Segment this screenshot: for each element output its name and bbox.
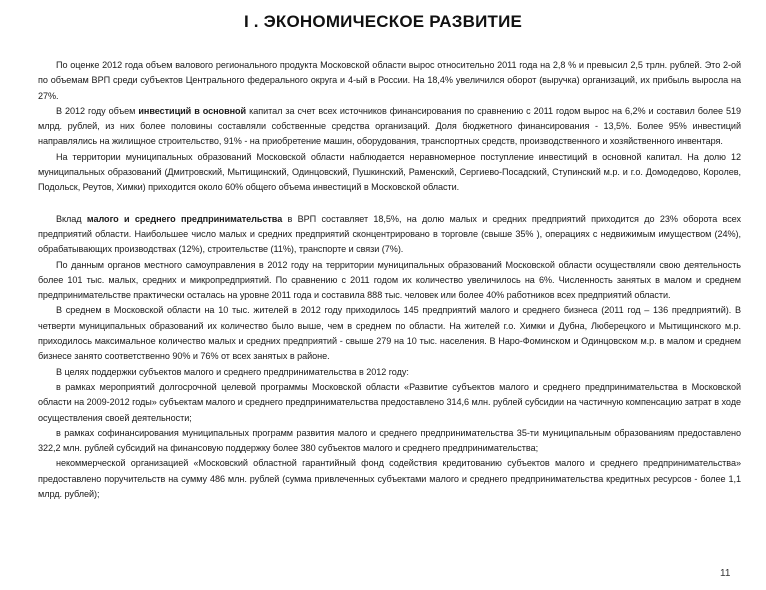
paragraph-sme-count: По данным органов местного самоуправления в 2012 году на территории муниципальных образований Московской области осуществляли свою деятельность более 101 тыс. малых, средних и микропредприятий. По сравнению с 2011 годом их количество увеличилось на 6%. Численность занятых в малом и среднем предпринимательстве практически осталась на уровне 2011 года и составила 888 тыс. человек или более 40% работников всех предприятий области.	[38, 259, 741, 301]
paragraph-sme-contribution	[38, 212, 741, 258]
paragraph-support-cofinancing: в рамках софинансирования муниципальных программ развития малого и среднего предпринимательства 35-ти муниципальным образованиям предоставлено 322,2 млн. рублей субсидий на финансовую поддержку более 380 субъектов малого и среднего предпринимательства;	[38, 427, 741, 454]
text: капитал за счет всех источников финансирования по сравнению с 2011 годом вырос на 6,2% и составил более 519 млрд. рублей, из них более половины составляли собственные средства организаций. Доля бюджетного финансирования - 13,5%. Более 95% инвестиций направлялись на жилищное строительство, 91% - на приобретение машин, оборудования, транспортных средств, производственного и хозяйственного инвентаря.	[38, 105, 741, 147]
paragraph-support-intro: В целях поддержки субъектов малого и среднего предпринимательства в 2012 году:	[56, 366, 409, 377]
paragraph-investment	[38, 104, 741, 150]
spacer	[38, 196, 741, 212]
page-number: 11	[720, 568, 731, 579]
bold-text: малого и среднего предпринимательства	[86, 213, 283, 224]
paragraph-support-guarantee: некоммерческой организацией «Московский областной гарантийный фонд содействия кредитованию субъектов малого и среднего предпринимательства» предоставлено поручительств на сумму 486 млн. рублей (сумма привлеченных субъектами малого и среднего предпринимательства кредитных ресурсов - более 1,1 млрд. рублей);	[38, 458, 741, 500]
text: в ВРП составляет 18,5%, на долю малых и средних предприятий приходится до 23% оборота всех предприятий области. Наибольшее число малых и средних предприятий сконцентрировано в торговле (свыше 35% ), операциях с недвижимым имуществом (24%), обрабатывающих производствах (12%), строительстве (11%), транспорте и связи (7%).	[38, 213, 741, 255]
paragraph-grp: По оценке 2012 года объем валового регионального продукта Московской области вырос относительно 2011 года на 2,8 % и превысил 2,5 трлн. рублей. Это 2-ой по объемам ВРП среди субъектов Центрального федерального округа и 4-ый в России. На 18,4% увеличился оборот (выручка) организаций, их прибыль выросла на 27%.	[38, 60, 741, 101]
paragraph-support-program: в рамках мероприятий долгосрочной целевой программы Московской области «Развитие субъектов малого и среднего предпринимательства в Московской области на 2009-2012 годы» субъектам малого и среднего предпринимательства предоставлено 314,6 млн. рублей субсидии на частичную компенсацию затрат в ходе осуществления своей деятельности;	[38, 381, 741, 423]
paragraph-municipal-investment: На территории муниципальных образований Московской области наблюдается неравномерное поступление инвестиций в основной капитал. На долю 12 муниципальных образований (Дмитровский, Мытищинский, Одинцовский, Пушкинский, Раменский, Сергиево-Посадский, Ступинский м.р. и г.о. Домодедово, Королев, Подольск, Реутов, Химки) приходится около 60% общего объема инвестиций в Московской области.	[38, 151, 741, 193]
paragraph-sme-density: В среднем в Московской области на 10 тыс. жителей в 2012 году приходилось 145 предприятий малого и среднего бизнеса (2011 год – 136 предприятий). В четверти муниципальных образований их количество было выше, чем в среднем по области. На жителей г.о. Химки и Дубна, Люберецкого и Мытищинского м.р. приходилось максимальное количество малых и средних предприятий - свыше 279 на 10 тыс. населения. В Наро-Фоминском и Одинцовском м.р. в малом и среднем бизнесе занято соответственно 90% и 76% от всех занятых в районе.	[38, 305, 741, 362]
text: Вклад	[56, 213, 87, 224]
page-title: I . ЭКОНОМИЧЕСКОЕ РАЗВИТИЕ	[243, 12, 523, 31]
document-body	[38, 58, 741, 502]
bold-text: инвестиций в основной	[138, 105, 247, 116]
text: В 2012 году объем	[56, 105, 139, 116]
